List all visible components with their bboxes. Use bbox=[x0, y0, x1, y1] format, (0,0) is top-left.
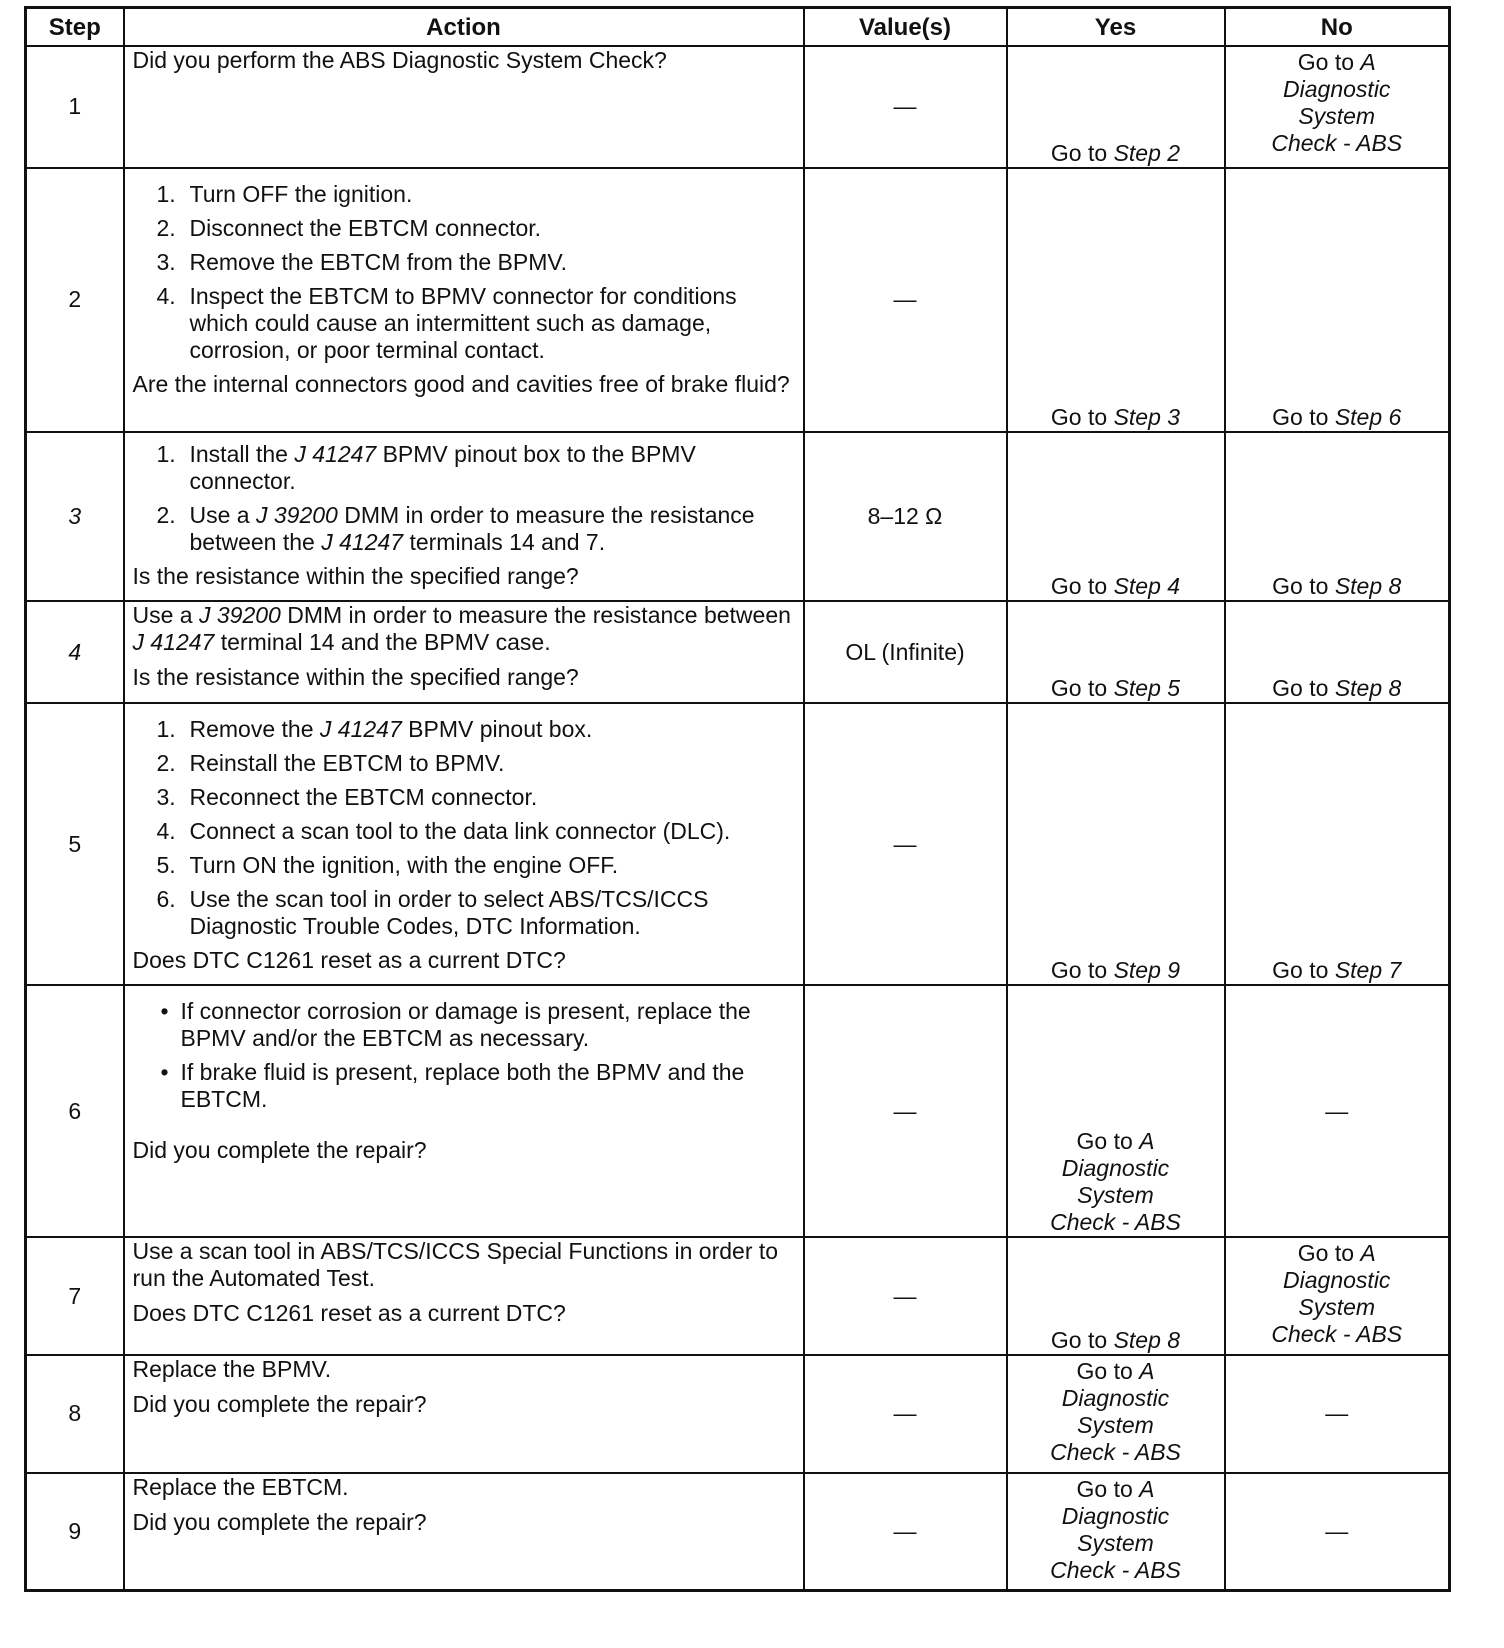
action-text: Replace the BPMV. bbox=[132, 1356, 332, 1383]
goto-prefix: Go to bbox=[1272, 957, 1329, 984]
goto-prefix: Go to bbox=[1272, 674, 1329, 701]
goto-link[interactable]: Step 7 bbox=[1334, 957, 1402, 984]
goto-link[interactable]: Step 4 bbox=[1113, 573, 1181, 600]
action-bullets bbox=[133, 998, 795, 1113]
goto-link[interactable]: Step 2 bbox=[1113, 139, 1181, 166]
goto-link-line[interactable]: System bbox=[1077, 1529, 1154, 1556]
value-cell: 8–12 Ω bbox=[804, 432, 1007, 601]
goto-link-line[interactable]: Check - ABS bbox=[1271, 1321, 1403, 1348]
goto-link-line[interactable]: Check - ABS bbox=[1050, 1556, 1181, 1583]
goto-link-line[interactable]: Diagnostic bbox=[1061, 1385, 1170, 1412]
goto-prefix: Go to bbox=[1050, 139, 1108, 166]
goto-link[interactable]: Step 6 bbox=[1334, 404, 1402, 431]
goto-link[interactable]: A bbox=[1139, 1358, 1155, 1385]
goto-prefix: Go to bbox=[1297, 1240, 1355, 1267]
header-no: No bbox=[1225, 8, 1450, 47]
action-cell bbox=[124, 1355, 804, 1473]
goto-link-line[interactable]: System bbox=[1077, 1182, 1154, 1209]
goto-link-line[interactable]: Check - ABS bbox=[1050, 1439, 1181, 1466]
action-step-item: 2. Use a J 39200 DMM in order to measure the resistance between the J 41247 terminals 14 and 7. bbox=[156, 502, 755, 556]
no-cell: — bbox=[1225, 1355, 1450, 1473]
goto-link[interactable]: Step 5 bbox=[1113, 674, 1181, 701]
step-number: 3 bbox=[26, 432, 124, 601]
action-step-item: 4. Connect a scan tool to the data link connector (DLC). bbox=[156, 817, 731, 844]
no-cell bbox=[1225, 168, 1450, 432]
yes-cell bbox=[1007, 168, 1225, 432]
action-step-item: 2. Reinstall the EBTCM to BPMV. bbox=[156, 749, 505, 776]
table-row-step-1 bbox=[26, 46, 1450, 168]
value-cell: — bbox=[804, 168, 1007, 432]
table-row-step-7 bbox=[26, 1237, 1450, 1355]
action-text: Replace the EBTCM. bbox=[132, 1473, 349, 1500]
action-question: Did you complete the repair? bbox=[132, 1137, 427, 1164]
action-step-item: 4. Inspect the EBTCM to BPMV connector for conditions which could cause an intermittent such as damage, corrosion, or poor terminal contact. bbox=[156, 282, 737, 363]
value-cell: — bbox=[804, 1237, 1007, 1355]
action-question: Are the internal connectors good and cavities free of brake fluid? bbox=[132, 370, 790, 397]
goto-prefix: Go to bbox=[1076, 1128, 1133, 1155]
header-values: Value(s) bbox=[804, 8, 1007, 47]
action-cell bbox=[124, 46, 804, 168]
action-step-item: 3. Remove the EBTCM from the BPMV. bbox=[156, 248, 568, 275]
step-number: 6 bbox=[26, 985, 124, 1237]
action-step-item: 3. Reconnect the EBTCM connector. bbox=[156, 783, 538, 810]
table-row-step-4 bbox=[26, 601, 1450, 702]
goto-link[interactable]: Step 8 bbox=[1334, 674, 1402, 701]
goto-link[interactable]: Step 3 bbox=[1113, 404, 1181, 431]
action-cell bbox=[124, 432, 804, 601]
yes-cell bbox=[1007, 985, 1225, 1237]
action-steps bbox=[133, 181, 795, 364]
table-row-step-9 bbox=[26, 1473, 1450, 1591]
goto-prefix: Go to bbox=[1050, 957, 1108, 984]
action-cell bbox=[124, 601, 804, 702]
goto-link[interactable]: Step 8 bbox=[1334, 573, 1402, 600]
tool-ref: J 41247 bbox=[132, 629, 215, 656]
step-number: 2 bbox=[26, 168, 124, 432]
header-yes: Yes bbox=[1007, 8, 1225, 47]
goto-prefix: Go to bbox=[1297, 49, 1355, 75]
step-number: 5 bbox=[26, 703, 124, 986]
goto-link-line[interactable]: System bbox=[1298, 103, 1376, 129]
goto-link[interactable]: A bbox=[1360, 1240, 1376, 1267]
tool-ref: J 39200 bbox=[198, 602, 281, 629]
action-step-item: 1. Turn OFF the ignition. bbox=[156, 180, 413, 207]
table-row-step-8 bbox=[26, 1355, 1450, 1473]
action-step-item: 1. Remove the J 41247 BPMV pinout box. bbox=[156, 715, 593, 742]
value-cell: OL (Infinite) bbox=[804, 601, 1007, 702]
goto-prefix: Go to bbox=[1050, 404, 1108, 431]
tool-ref: J 41247 bbox=[294, 441, 377, 468]
goto-link-line[interactable]: Diagnostic bbox=[1061, 1155, 1170, 1182]
yes-cell bbox=[1007, 46, 1225, 168]
action-steps bbox=[133, 716, 795, 940]
value-cell: — bbox=[804, 1473, 1007, 1591]
goto-link[interactable]: A bbox=[1139, 1475, 1155, 1502]
yes-cell bbox=[1007, 1355, 1225, 1473]
no-cell: — bbox=[1225, 985, 1450, 1237]
no-cell bbox=[1225, 703, 1450, 986]
action-question: Does DTC C1261 reset as a current DTC? bbox=[132, 946, 566, 973]
action-question: Did you complete the repair? bbox=[132, 1391, 427, 1418]
goto-link[interactable]: Step 9 bbox=[1113, 957, 1181, 984]
no-cell bbox=[1225, 432, 1450, 601]
action-cell bbox=[124, 703, 804, 986]
header-row bbox=[26, 8, 1450, 47]
action-cell bbox=[124, 1473, 804, 1591]
action-question: Is the resistance within the specified range? bbox=[132, 563, 579, 590]
no-cell: — bbox=[1225, 1473, 1450, 1591]
action-cell bbox=[124, 168, 804, 432]
yes-cell bbox=[1007, 601, 1225, 702]
action-text: Use a scan tool in ABS/TCS/ICCS Special Functions in order to run the Automated Test. bbox=[132, 1238, 779, 1292]
goto-link-line[interactable]: Diagnostic bbox=[1061, 1502, 1170, 1529]
goto-link-line[interactable]: Check - ABS bbox=[1271, 130, 1403, 156]
goto-prefix: Go to bbox=[1076, 1475, 1133, 1502]
value-cell: — bbox=[804, 985, 1007, 1237]
value-cell: — bbox=[804, 1355, 1007, 1473]
table-row-step-5 bbox=[26, 703, 1450, 986]
goto-link[interactable]: A bbox=[1139, 1128, 1155, 1155]
yes-cell bbox=[1007, 1473, 1225, 1591]
goto-link[interactable]: Step 8 bbox=[1113, 1327, 1181, 1354]
goto-link-line[interactable]: System bbox=[1298, 1294, 1376, 1321]
step-number: 7 bbox=[26, 1237, 124, 1355]
yes-cell bbox=[1007, 1237, 1225, 1355]
step-number: 1 bbox=[26, 46, 124, 168]
value-cell: — bbox=[804, 703, 1007, 986]
step-number: 4 bbox=[26, 601, 124, 702]
action-bullet-item: • If brake fluid is present, replace both the BPMV and the EBTCM. bbox=[160, 1059, 745, 1113]
action-bullet-item: • If connector corrosion or damage is present, replace the BPMV and/or the EBTCM as necessary. bbox=[160, 998, 751, 1052]
tool-ref: J 41247 bbox=[319, 715, 402, 742]
table-row-step-2 bbox=[26, 168, 1450, 432]
header-step: Step bbox=[26, 8, 124, 47]
goto-link[interactable]: A bbox=[1360, 49, 1376, 75]
action-step-item: 6. Use the scan tool in order to select ABS/TCS/ICCS Diagnostic Trouble Codes, DTC Information. bbox=[156, 885, 709, 939]
value-cell: — bbox=[804, 46, 1007, 168]
goto-link-line[interactable]: Check - ABS bbox=[1050, 1209, 1181, 1236]
goto-prefix: Go to bbox=[1050, 674, 1108, 701]
tool-ref: J 41247 bbox=[321, 529, 404, 556]
action-step-item: 1. Install the J 41247 BPMV pinout box to the BPMV connector. bbox=[156, 441, 696, 495]
goto-prefix: Go to bbox=[1050, 1327, 1108, 1354]
action-question: Does DTC C1261 reset as a current DTC? bbox=[132, 1300, 566, 1327]
action-question: Is the resistance within the specified range? bbox=[132, 664, 579, 691]
action-step-item: 2. Disconnect the EBTCM connector. bbox=[156, 214, 542, 241]
header-action: Action bbox=[124, 8, 804, 47]
action-question: Did you perform the ABS Diagnostic System Check? bbox=[132, 47, 667, 73]
action-text: Use a J 39200 DMM in order to measure the resistance between J 41247 terminal 14 and the BPMV case. bbox=[132, 602, 791, 656]
goto-link-line[interactable]: System bbox=[1077, 1412, 1154, 1439]
no-cell bbox=[1225, 601, 1450, 702]
diagnostic-table bbox=[24, 6, 1451, 1592]
action-question: Did you complete the repair? bbox=[132, 1508, 427, 1535]
goto-prefix: Go to bbox=[1272, 573, 1329, 600]
step-number: 8 bbox=[26, 1355, 124, 1473]
goto-prefix: Go to bbox=[1076, 1358, 1133, 1385]
action-cell bbox=[124, 985, 804, 1237]
action-cell bbox=[124, 1237, 804, 1355]
step-number: 9 bbox=[26, 1473, 124, 1591]
yes-cell bbox=[1007, 703, 1225, 986]
yes-cell bbox=[1007, 432, 1225, 601]
goto-prefix: Go to bbox=[1272, 404, 1329, 431]
table-row-step-3 bbox=[26, 432, 1450, 601]
action-steps bbox=[133, 441, 795, 556]
goto-link-line[interactable]: Diagnostic bbox=[1283, 1267, 1391, 1294]
action-step-item: 5. Turn ON the ignition, with the engine OFF. bbox=[156, 851, 619, 878]
no-cell bbox=[1225, 1237, 1450, 1355]
table-row-step-6 bbox=[26, 985, 1450, 1237]
no-cell bbox=[1225, 46, 1450, 168]
tool-ref: J 39200 bbox=[255, 502, 338, 529]
goto-prefix: Go to bbox=[1050, 573, 1108, 600]
goto-link-line[interactable]: Diagnostic bbox=[1283, 76, 1391, 102]
